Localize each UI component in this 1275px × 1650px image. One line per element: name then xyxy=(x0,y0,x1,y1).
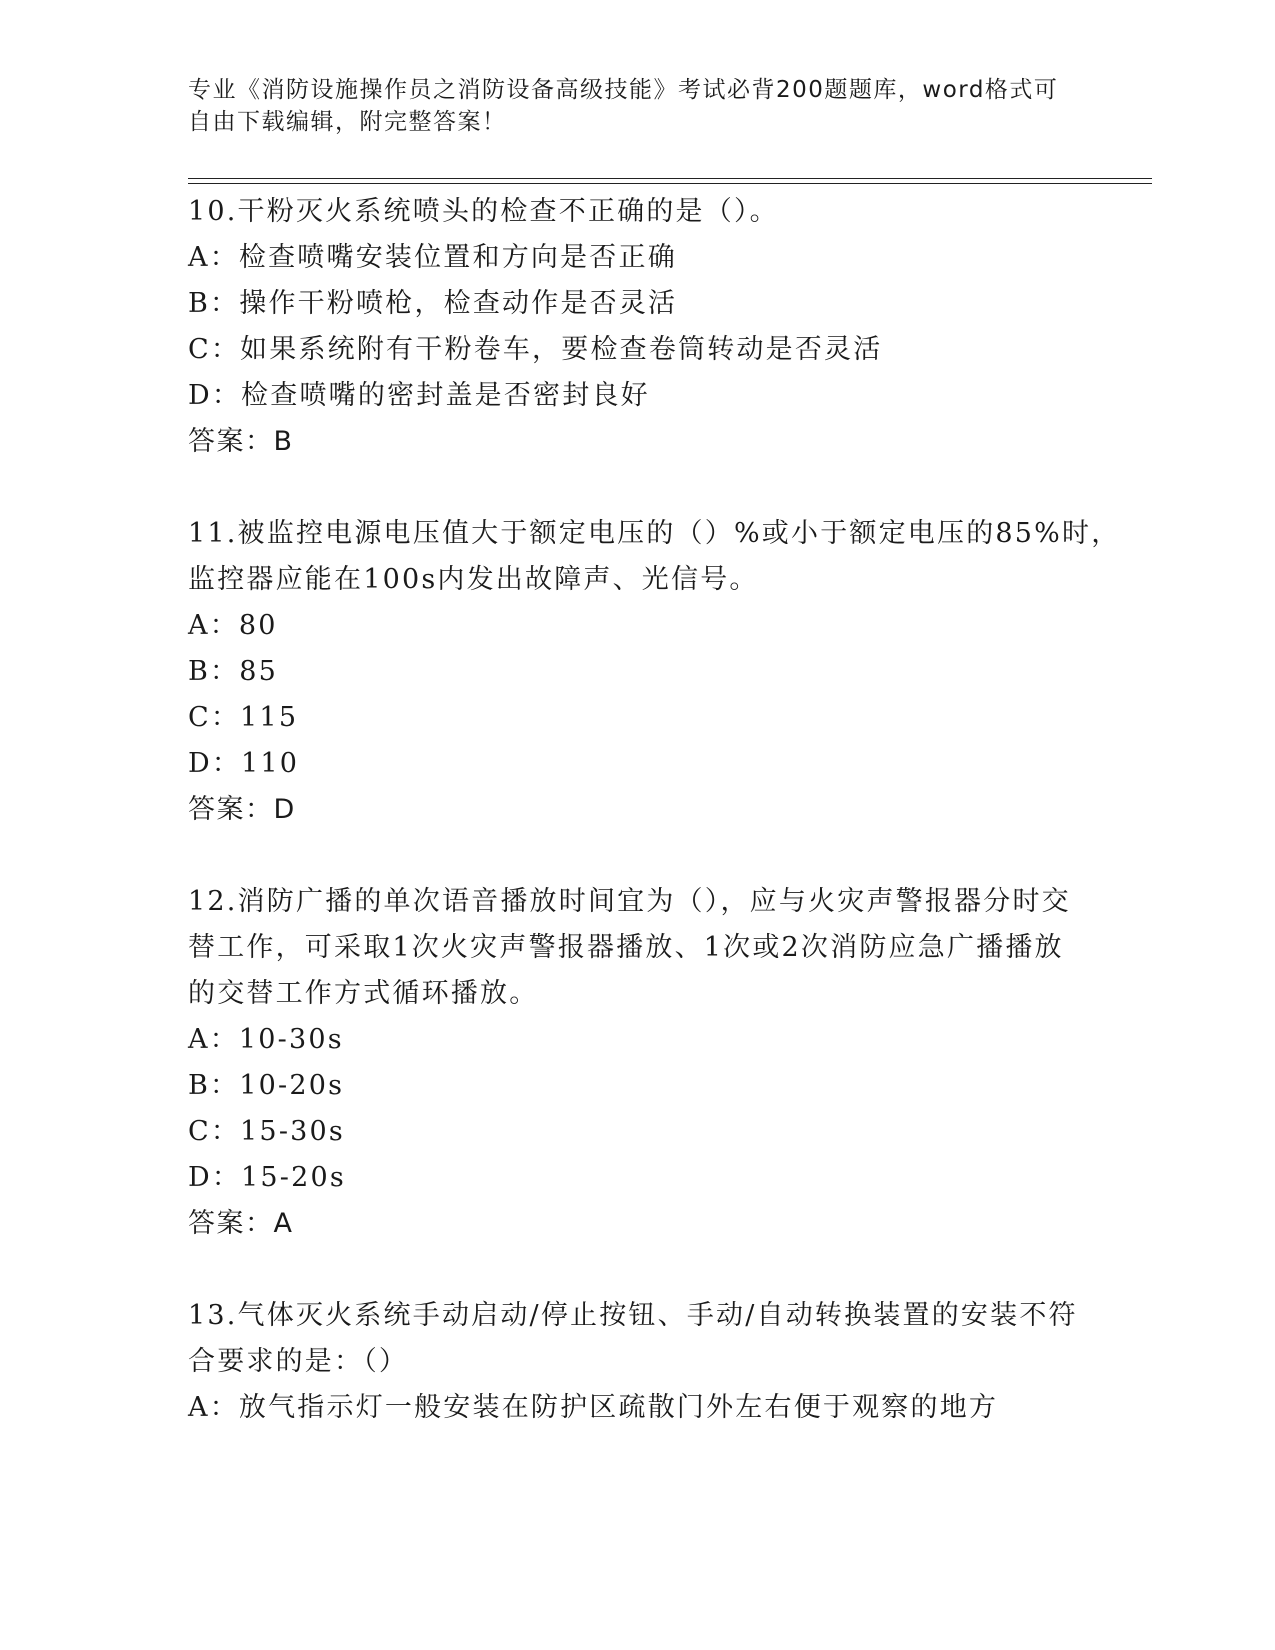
option-d: D：110 xyxy=(188,748,300,779)
header-divider-top xyxy=(188,178,1152,179)
question-stem: 监控器应能在100s内发出故障声、光信号。 xyxy=(188,564,759,595)
question-10 xyxy=(188,189,1088,465)
option-a: A：10-30s xyxy=(188,1024,344,1055)
option-b: B：操作干粉喷枪，检查动作是否灵活 xyxy=(188,288,678,319)
option-c: C：如果系统附有干粉卷车，要检查卷筒转动是否灵活 xyxy=(188,334,883,365)
question-stem: 替工作，可采取1次火灾声警报器播放、1次或2次消防应急广播播放 xyxy=(188,932,1064,963)
header-line-1: 专业《消防设施操作员之消防设备高级技能》考试必背200题题库，word格式可 xyxy=(188,77,1059,103)
document-header xyxy=(188,74,1068,138)
question-spacer xyxy=(188,465,1088,511)
question-11 xyxy=(188,511,1121,833)
option-a: A：检查喷嘴安装位置和方向是否正确 xyxy=(188,242,677,273)
option-c: C：115 xyxy=(188,702,299,733)
answer-label: 答案：A xyxy=(188,1208,294,1239)
question-spacer xyxy=(188,1247,1088,1293)
question-stem: 12.消防广播的单次语音播放时间宜为（），应与火灾声警报器分时交 xyxy=(188,886,1071,917)
answer-label: 答案：D xyxy=(188,794,296,825)
question-stem: 10.干粉灭火系统喷头的检查不正确的是（）。 xyxy=(188,196,779,227)
option-a: A：放气指示灯一般安装在防护区疏散门外左右便于观察的地方 xyxy=(188,1392,999,1423)
option-a: A：80 xyxy=(188,610,278,641)
question-spacer xyxy=(188,833,1088,879)
header-divider-bottom xyxy=(188,183,1152,184)
question-stem: 11.被监控电源电压值大于额定电压的（）%或小于额定电压的85%时， xyxy=(188,518,1121,549)
option-d: D：检查喷嘴的密封盖是否密封良好 xyxy=(188,380,650,411)
answer-label: 答案：B xyxy=(188,426,294,457)
question-stem: 13.气体灭火系统手动启动/停止按钮、手动/自动转换装置的安装不符 xyxy=(188,1300,1078,1331)
question-12 xyxy=(188,879,1088,1247)
option-b: B：85 xyxy=(188,656,278,687)
question-stem: 的交替工作方式循环播放。 xyxy=(188,978,539,1009)
question-list xyxy=(188,189,1121,1431)
option-c: C：15-30s xyxy=(188,1116,345,1147)
question-stem: 合要求的是：（） xyxy=(188,1346,409,1377)
option-d: D：15-20s xyxy=(188,1162,346,1193)
header-line-2: 自由下载编辑，附完整答案！ xyxy=(188,109,507,135)
option-b: B：10-20s xyxy=(188,1070,345,1101)
question-13 xyxy=(188,1293,1088,1431)
